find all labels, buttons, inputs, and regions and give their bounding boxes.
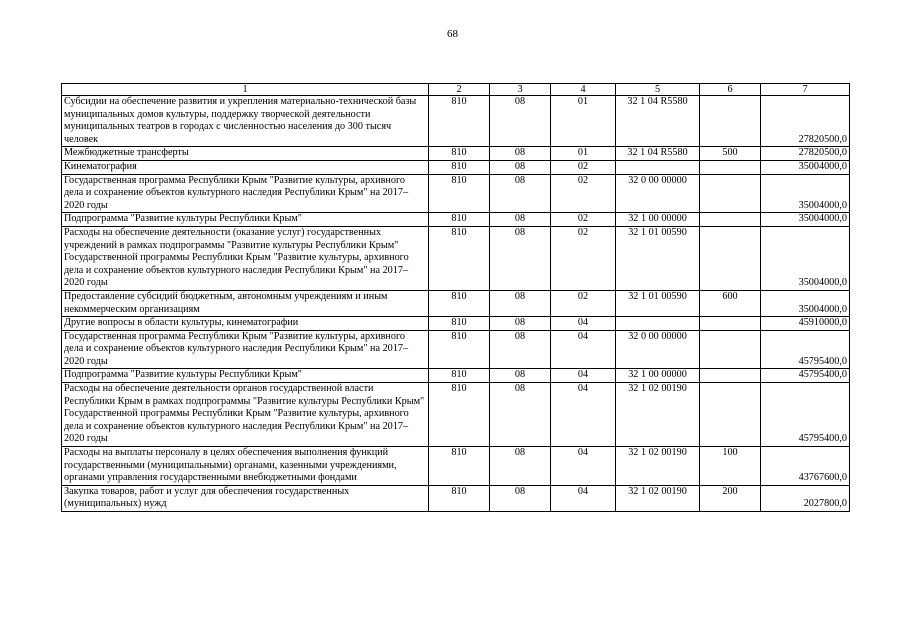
row-amount: 45795400,0 (761, 383, 850, 447)
row-expense-type (700, 213, 761, 227)
row-expense-type (700, 226, 761, 290)
row-name: Предоставление субсидий бюджетным, автономным учреждениям и иным некоммерческим организациям (62, 290, 429, 316)
row-amount: 2027800,0 (761, 485, 850, 511)
row-name: Расходы на выплаты персоналу в целях обеспечения выполнения функций государственными (муниципальными) органами, казенными учреждениями, органами управления государственными внебюджетными фондами (62, 447, 429, 486)
row-name: Подпрограмма "Развитие культуры Республики Крым" (62, 369, 429, 383)
budget-table (61, 83, 850, 512)
column-header: 4 (551, 84, 616, 96)
row-code-pr: 02 (551, 213, 616, 227)
row-code-gr: 810 (429, 147, 490, 161)
row-amount: 45910000,0 (761, 317, 850, 331)
column-header: 3 (490, 84, 551, 96)
column-header: 1 (62, 84, 429, 96)
row-name: Государственная программа Республики Крым "Развитие культуры, архивного дела и сохранение объектов культурного наследия Республики Крым" на 2017–2020 годы (62, 174, 429, 213)
row-code-gr: 810 (429, 213, 490, 227)
row-expense-type: 500 (700, 147, 761, 161)
table-row (62, 369, 850, 383)
row-amount: 35004000,0 (761, 174, 850, 213)
row-code-rz: 08 (490, 330, 551, 369)
row-name: Расходы на обеспечение деятельности (оказание услуг) государственных учреждений в рамках подпрограммы "Развитие культуры Республики Крым" Государственной программы Республики Крым "Развитие культуры, архивного дела и сохранение объектов культурного наследия Республики Крым" на 2017–2020 годы (62, 226, 429, 290)
row-code-rz: 08 (490, 147, 551, 161)
row-expense-type: 100 (700, 447, 761, 486)
row-code-gr: 810 (429, 96, 490, 147)
row-amount: 27820500,0 (761, 96, 850, 147)
row-target-code: 32 1 00 00000 (616, 369, 700, 383)
row-code-rz: 08 (490, 290, 551, 316)
row-name: Другие вопросы в области культуры, кинематографии (62, 317, 429, 331)
row-code-pr: 02 (551, 160, 616, 174)
table-row (62, 160, 850, 174)
row-expense-type (700, 330, 761, 369)
row-amount: 35004000,0 (761, 290, 850, 316)
row-expense-type (700, 160, 761, 174)
row-target-code: 32 1 04 R5580 (616, 147, 700, 161)
row-code-pr: 01 (551, 147, 616, 161)
row-code-pr: 02 (551, 226, 616, 290)
row-code-rz: 08 (490, 213, 551, 227)
row-expense-type: 200 (700, 485, 761, 511)
row-expense-type (700, 174, 761, 213)
row-target-code: 32 1 02 00190 (616, 485, 700, 511)
row-expense-type (700, 369, 761, 383)
table-row (62, 330, 850, 369)
column-header: 7 (761, 84, 850, 96)
row-code-gr: 810 (429, 369, 490, 383)
row-code-rz: 08 (490, 447, 551, 486)
row-amount: 35004000,0 (761, 226, 850, 290)
table-row (62, 96, 850, 147)
table-row (62, 447, 850, 486)
row-code-pr: 04 (551, 383, 616, 447)
row-target-code: 32 1 02 00190 (616, 447, 700, 486)
row-code-gr: 810 (429, 485, 490, 511)
row-code-rz: 08 (490, 174, 551, 213)
table-row (62, 147, 850, 161)
row-amount: 35004000,0 (761, 160, 850, 174)
row-code-gr: 810 (429, 174, 490, 213)
row-target-code: 32 1 01 00590 (616, 226, 700, 290)
row-code-gr: 810 (429, 447, 490, 486)
page-number: 68 (447, 28, 458, 40)
row-code-rz: 08 (490, 317, 551, 331)
row-amount: 27820500,0 (761, 147, 850, 161)
row-code-rz: 08 (490, 485, 551, 511)
row-amount: 35004000,0 (761, 213, 850, 227)
table-row (62, 485, 850, 511)
row-code-gr: 810 (429, 226, 490, 290)
table-row (62, 226, 850, 290)
row-code-pr: 04 (551, 369, 616, 383)
row-target-code (616, 317, 700, 331)
table-row (62, 174, 850, 213)
table-row (62, 317, 850, 331)
row-expense-type (700, 317, 761, 331)
row-amount: 45795400,0 (761, 369, 850, 383)
row-code-gr: 810 (429, 317, 490, 331)
table-row (62, 213, 850, 227)
row-amount: 45795400,0 (761, 330, 850, 369)
row-code-rz: 08 (490, 160, 551, 174)
row-code-rz: 08 (490, 369, 551, 383)
row-target-code: 32 1 01 00590 (616, 290, 700, 316)
row-code-gr: 810 (429, 290, 490, 316)
table-row (62, 383, 850, 447)
table-row (62, 290, 850, 316)
row-target-code: 32 0 00 00000 (616, 174, 700, 213)
row-expense-type (700, 96, 761, 147)
row-name: Государственная программа Республики Крым "Развитие культуры, архивного дела и сохранение объектов культурного наследия Республики Крым" на 2017–2020 годы (62, 330, 429, 369)
row-code-pr: 02 (551, 290, 616, 316)
row-code-pr: 04 (551, 330, 616, 369)
row-name: Закупка товаров, работ и услуг для обеспечения государственных (муниципальных) нужд (62, 485, 429, 511)
row-code-rz: 08 (490, 226, 551, 290)
row-code-rz: 08 (490, 383, 551, 447)
row-target-code: 32 1 04 R5580 (616, 96, 700, 147)
row-name: Межбюджетные трансферты (62, 147, 429, 161)
row-target-code: 32 0 00 00000 (616, 330, 700, 369)
row-target-code: 32 1 02 00190 (616, 383, 700, 447)
row-name: Кинематография (62, 160, 429, 174)
row-code-gr: 810 (429, 383, 490, 447)
row-code-gr: 810 (429, 330, 490, 369)
row-amount: 43767600,0 (761, 447, 850, 486)
column-header: 5 (616, 84, 700, 96)
row-code-pr: 02 (551, 174, 616, 213)
table-header-row (62, 84, 850, 96)
row-expense-type: 600 (700, 290, 761, 316)
row-name: Расходы на обеспечение деятельности органов государственной власти Республики Крым в рамках подпрограммы "Развитие культуры Республики Крым" Государственной программы Республики Крым "Развитие культуры, архивного дела и сохранение объектов культурного наследия Республики Крым" на 2017–2020 годы (62, 383, 429, 447)
column-header: 2 (429, 84, 490, 96)
row-name: Субсидии на обеспечение развития и укрепления материально-технической базы муниципальных домов культуры, поддержку творческой деятельности муниципальных театров в городах с численностью населения до 300 тысяч человек (62, 96, 429, 147)
row-name: Подпрограмма "Развитие культуры Республики Крым" (62, 213, 429, 227)
row-expense-type (700, 383, 761, 447)
row-code-pr: 04 (551, 317, 616, 331)
row-code-rz: 08 (490, 96, 551, 147)
row-code-pr: 01 (551, 96, 616, 147)
row-code-pr: 04 (551, 485, 616, 511)
column-header: 6 (700, 84, 761, 96)
row-code-gr: 810 (429, 160, 490, 174)
row-target-code: 32 1 00 00000 (616, 213, 700, 227)
row-code-pr: 04 (551, 447, 616, 486)
row-target-code (616, 160, 700, 174)
